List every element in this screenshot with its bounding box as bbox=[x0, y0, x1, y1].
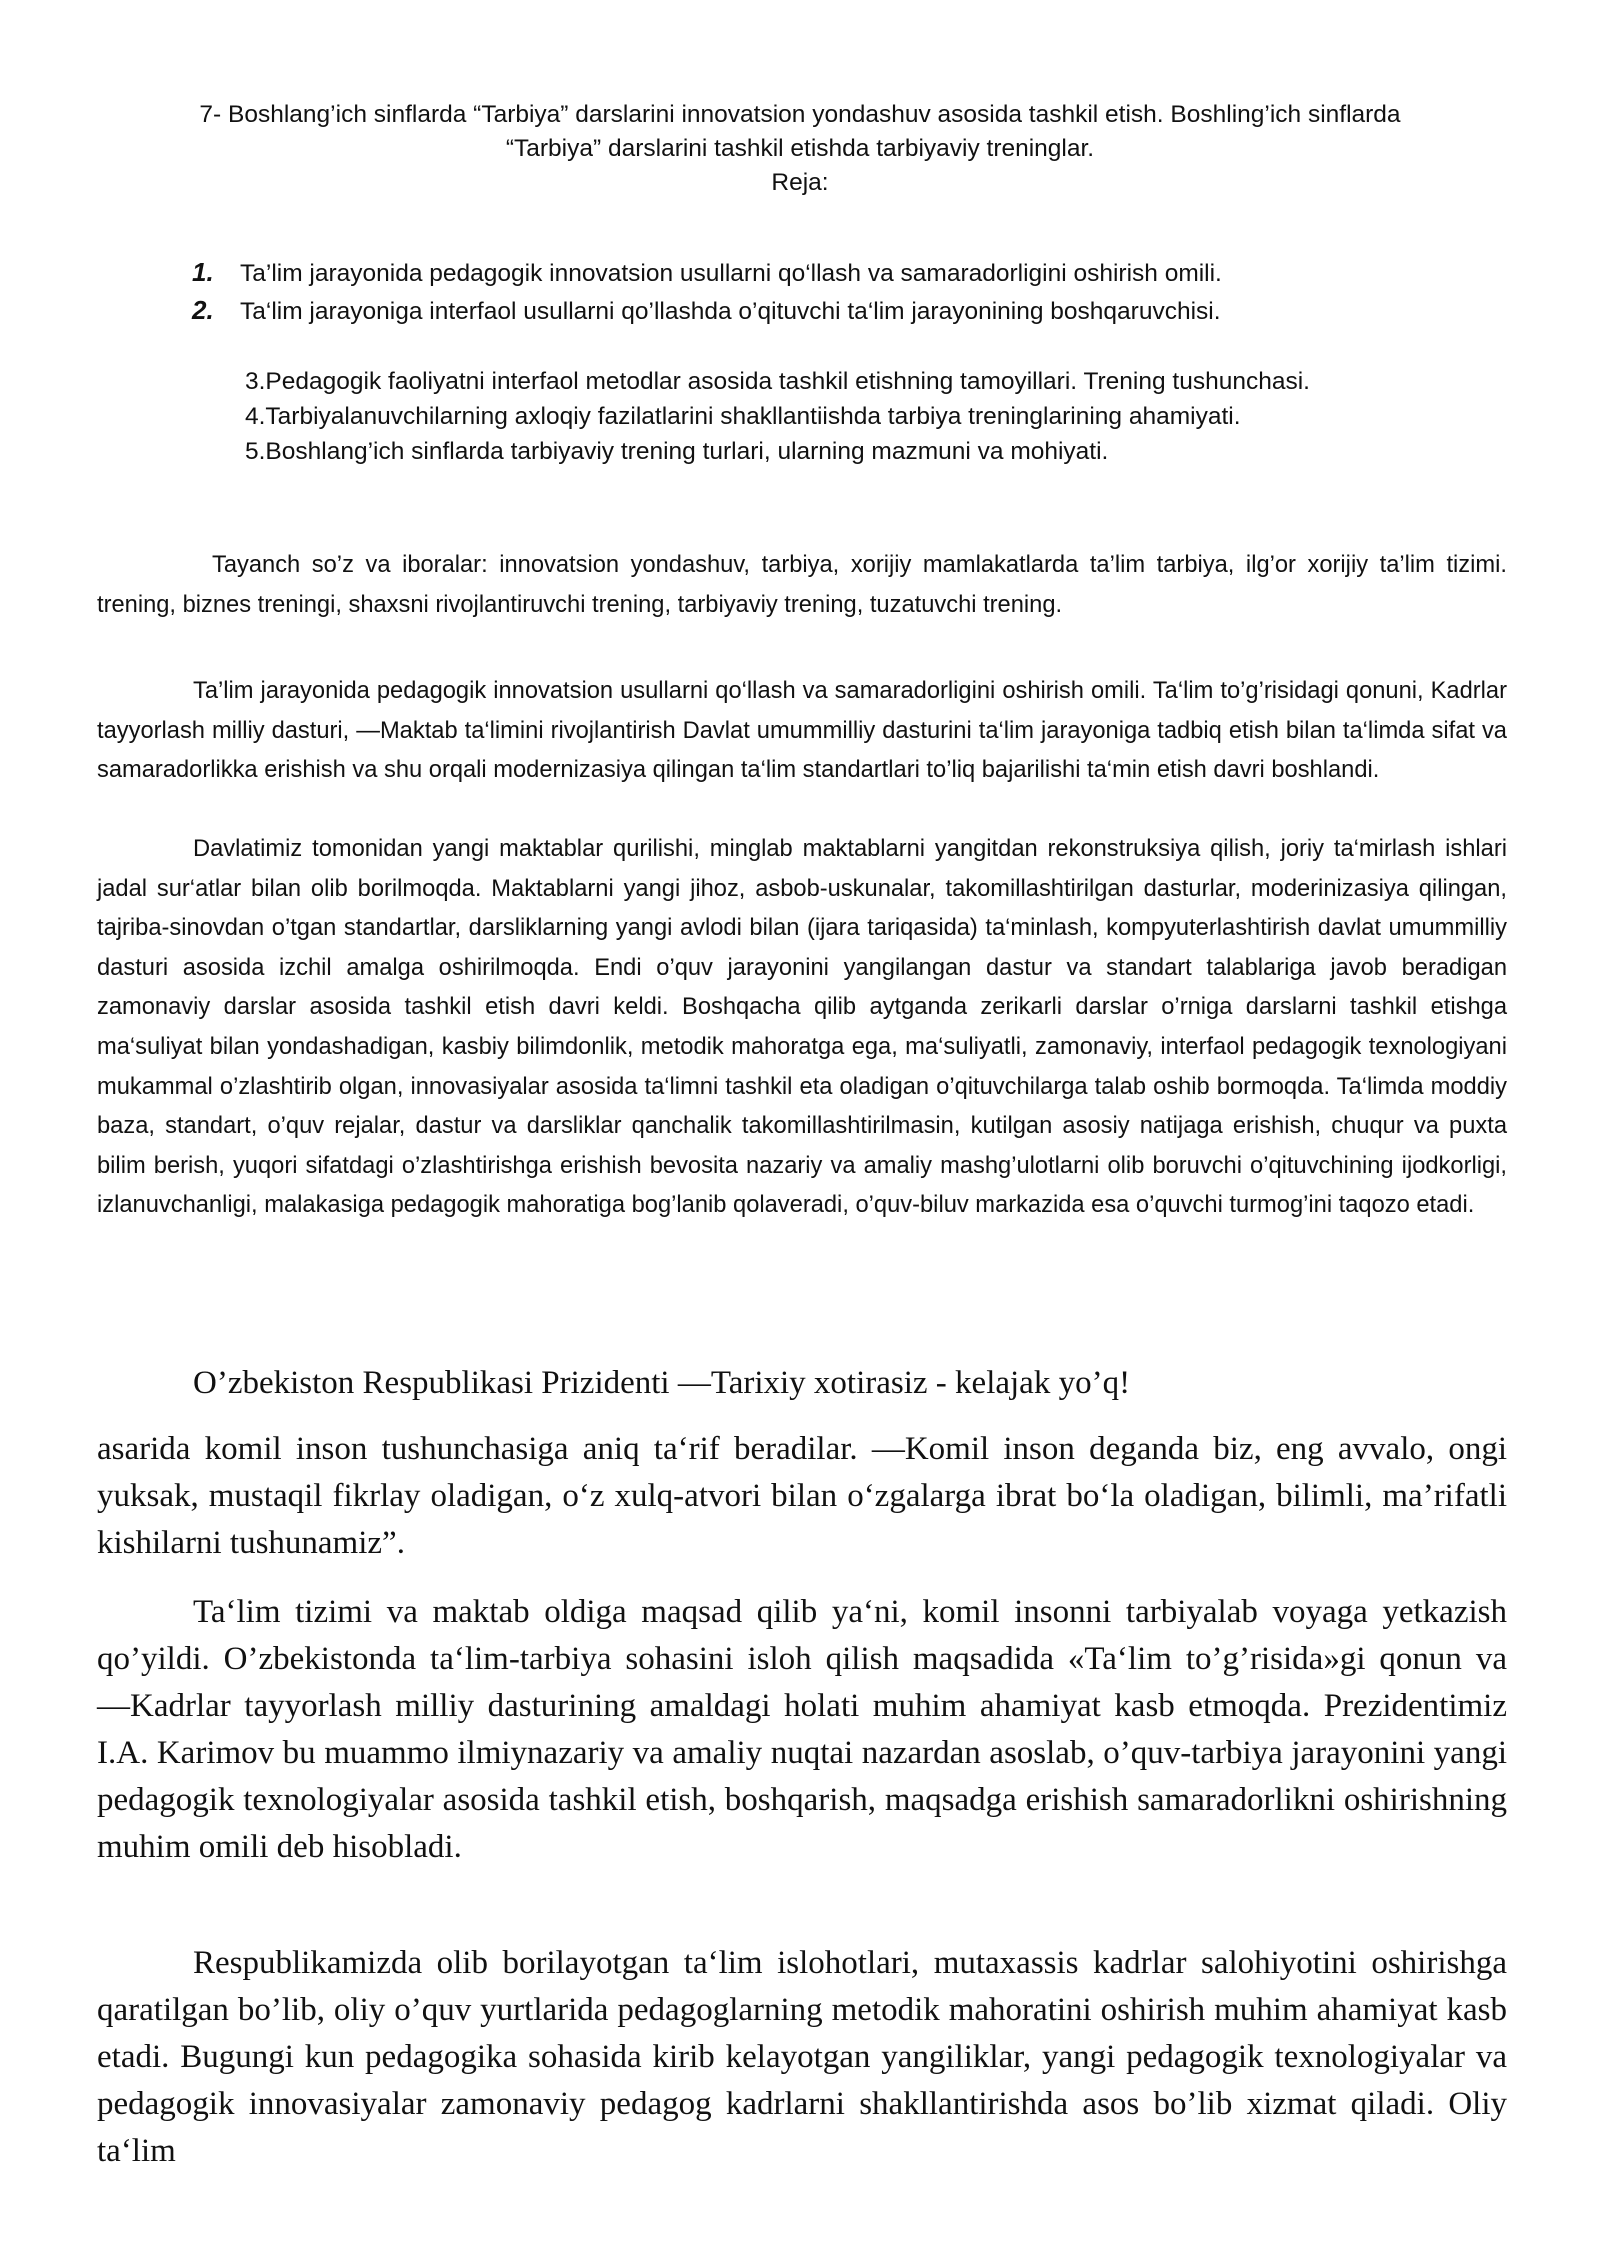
body-paragraph-2: Davlatimiz tomonidan yangi maktablar qurilishi, minglab maktablarni yangitdan rekonstruksiya qilish, joriy ta‘mirlash ishlari jadal sur‘atlar bilan olib borilmoqda. Maktablarni yangi jihoz, asbob-uskunalar, takomillashtirilgan dasturlar, moderinizasiya qilingan, tajriba-sinovdan o’tgan standartlar, darsliklarning yangi avlodi bilan (ijara tariqasida) ta‘minlash, kompyuterlashtirish davlat umummilliy dasturi asosida izchil amalga oshirilmoqda. Endi o’quv jarayonini yangilangan dastur va standart talablariga javob beradigan zamonaviy darslar asosida tashkil etish davri keldi. Boshqacha qilib aytganda zerikarli darslar o’rniga darslarni tashkil etishga ma‘suliyat bilan yondashadigan, kasbiy bilimdonlik, metodik mahoratga ega, ma‘suliyatli, zamonaviy, interfaol pedagogik texnologiyani mukammal o’zlashtirib olgan, innovasiyalar asosida ta‘limni tashkil eta oladigan o’qituvchilarga talab oshib bormoqda. Ta‘limda moddiy baza, standart, o’quv rejalar, dastur va darsliklar qanchalik takomillashtirilmasin, kutilgan asosiy natijaga erishish, chuqur va puxta bilim berish, yuqori sifatdagi o’zlashtirishga erishish bevosita nazariy va amaliy mashg’ulotlarni olib boruvchi o’qituvchining ijodkorligi, izlanuvchanligi, malakasiga pedagogik mahoratiga bog’lanib qolaveradi, o’quv-biluv markazida esa o’quvchi turmog’ini taqozo etadi. bbox=[97, 836, 1507, 1219]
president-quote-body: asarida komil inson tushunchasiga aniq ta‘rif beradilar. ―Komil inson deganda biz, eng avvalo, ongi yuksak, mustaqil fikrlay oladigan, o‘z xulq-atvori bilan o‘zgalarga ibrat bo‘la oladigan, bilimli, ma’rifatli kishilarni tushunamiz”. bbox=[97, 1431, 1507, 1561]
plan-heading: Reja: bbox=[771, 169, 829, 196]
plan-item-3: 3.Pedagogik faoliyatni interfaol metodlar asosida tashkil etishning tamoyillari. Trening tushunchasi. bbox=[245, 368, 1310, 395]
body-paragraph-3: Ta‘lim tizimi va maktab oldiga maqsad qilib ya‘ni, komil insonni tarbiyalab voyaga yetkazish qo’yildi. O’zbekistonda ta‘lim-tarbiya sohasini isloh qilish maqsadida «Ta‘lim to’g’risida»gi qonun va ―Kadrlar tayyorlash milliy dasturining amaldagi holati muhim ahamiyat kasb etmoqda. Prezidentimiz I.A. Karimov bu muammo ilmiynazariy va amaliy nuqtai nazardan asoslab, o’quv-tarbiya jarayonini yangi pedagogik texnologiyalar asosida tashkil etish, boshqarish, maqsadga erishish samaradorlikni oshirishning muhim omili deb hisobladi. bbox=[97, 1594, 1507, 1865]
title-line-2: “Tarbiya” darslarini tashkil etishda tarbiyaviy treninglar. bbox=[505, 135, 1095, 162]
plan-item-4: 4.Tarbiyalanuvchilarning axloqiy fazilatlarini shakllantiishda tarbiya treninglarining ahamiyati. bbox=[245, 403, 1241, 430]
plan-item-1 bbox=[192, 256, 1492, 290]
plan-item-2 bbox=[192, 294, 1492, 328]
plan-item-number: 1. bbox=[192, 257, 214, 287]
title-line-1: 7- Boshlang’ich sinflarda “Tarbiya” darslarini innovatsion yondashuv asosida tashkil etish. Boshling’ich sinflarda bbox=[199, 101, 1401, 128]
body-paragraph-1: Ta’lim jarayonida pedagogik innovatsion usullarni qo‘llash va samaradorligini oshirish omili. Ta‘lim to’g’risidagi qonuni, Kadrlar tayyorlash milliy dasturi, ―Maktab ta‘limini rivojlantirish Davlat umummilliy dasturini ta‘lim jarayoniga tadbiq etish bilan ta‘limda sifat va samaradorlikka erishish va shu orqali modernizasiya qilingan ta‘lim standartlari to’liq bajarilishi ta‘min etish davri boshlandi. bbox=[97, 678, 1507, 784]
plan-item-5: 5.Boshlang’ich sinflarda tarbiyaviy trening turlari, ularning mazmuni va mohiyati. bbox=[245, 438, 1109, 465]
keywords-paragraph: Tayanch so’z va iboralar: innovatsion yondashuv, tarbiya, xorijiy mamlakatlarda ta’lim tarbiya, ilg’or xorijiy ta’lim tizimi. trening, biznes treningi, shaxsni rivojlantiruvchi trening, tarbiyaviy trening, tuzatuvchi trening. bbox=[97, 552, 1507, 618]
plan-item-text: Ta‘lim jarayoniga interfaol usullarni qo’llashda o’qituvchi ta‘lim jarayonining boshqaruvchisi. bbox=[240, 298, 1221, 325]
president-quote-heading: O’zbekiston Respublikasi Prizidenti ―Tarixiy xotirasiz - kelajak yo’q! bbox=[193, 1365, 1131, 1401]
body-paragraph-4: Respublikamizda olib borilayotgan ta‘lim islohotlari, mutaxassis kadrlar salohiyotini oshirishga qaratilgan bo’lib, oliy o’quv yurtlarida pedagoglarning metodik mahoratini oshirish muhim ahamiyat kasb etadi. Bugungi kun pedagogika sohasida kirib kelayotgan yangiliklar, yangi pedagogik texnologiyalar va pedagogik innovasiyalar zamonaviy pedagog kadrlarni shakllantirishda asos bo’lib xizmat qiladi. Oliy ta‘lim bbox=[97, 1945, 1507, 2169]
document-title bbox=[120, 98, 1480, 200]
plan-item-text: Ta’lim jarayonida pedagogik innovatsion usullarni qo‘llash va samaradorligini oshirish omili. bbox=[240, 260, 1222, 287]
plan-item-number: 2. bbox=[192, 295, 214, 325]
